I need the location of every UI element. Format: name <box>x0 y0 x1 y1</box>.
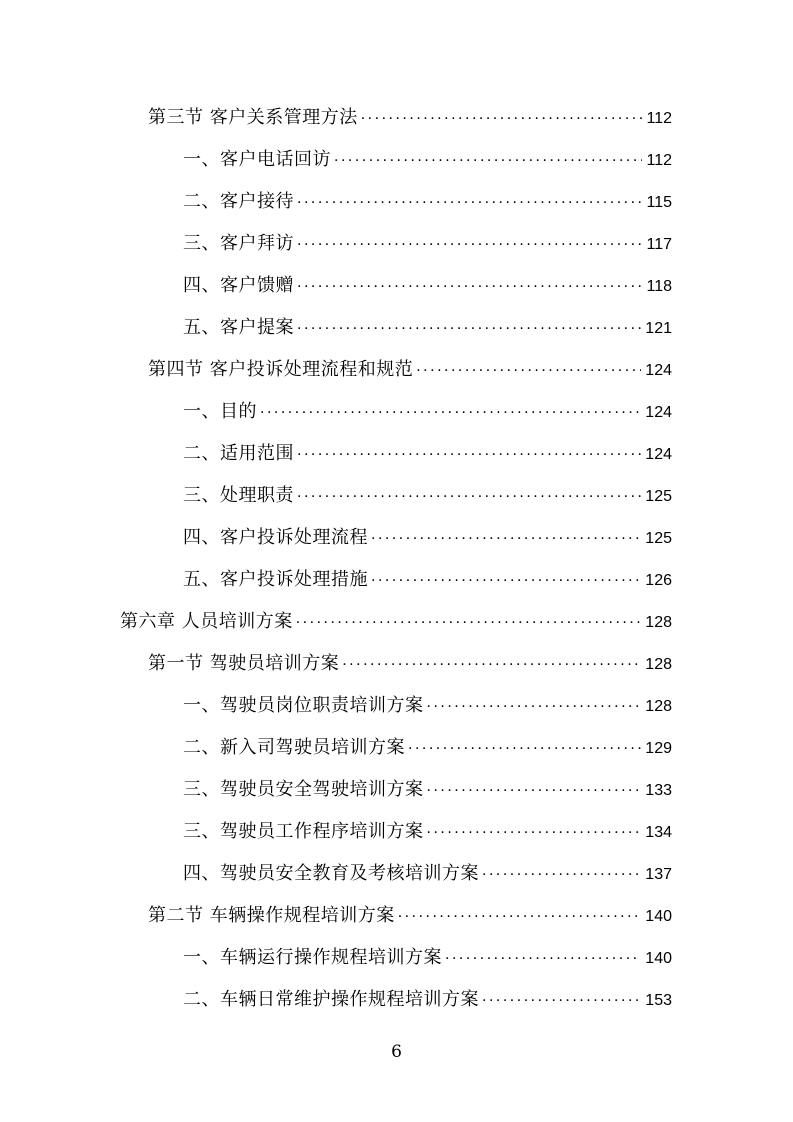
dot-leader <box>297 308 641 350</box>
toc-entry-page-number: 124 <box>645 446 672 463</box>
toc-entry[interactable] <box>148 349 672 391</box>
toc-entry-label: 二、车辆日常维护操作规程培训方案 <box>183 989 479 1010</box>
toc-entry-label: 第四节 客户投诉处理流程和规范 <box>148 359 414 380</box>
dot-leader <box>342 644 641 686</box>
dot-leader <box>297 434 641 476</box>
toc-entry[interactable] <box>183 517 672 559</box>
toc-entry-label: 五、客户提案 <box>183 317 294 338</box>
toc-entry[interactable] <box>183 937 672 979</box>
toc-list <box>120 97 672 1021</box>
toc-entry-page-number: 128 <box>645 614 672 631</box>
dot-leader <box>297 224 642 266</box>
dot-leader <box>297 182 642 224</box>
toc-entry-page-number: 134 <box>645 824 672 841</box>
toc-entry-label: 一、目的 <box>183 401 257 422</box>
dot-leader <box>445 938 641 980</box>
toc-entry-page-number: 117 <box>646 236 672 253</box>
footer-page-number: 6 <box>391 1042 402 1062</box>
toc-entry-page-number: 153 <box>645 992 672 1009</box>
toc-entry[interactable] <box>183 475 672 517</box>
toc-entry-page-number: 124 <box>645 404 672 421</box>
toc-entry-label: 一、车辆运行操作规程培训方案 <box>183 947 442 968</box>
toc-entry-page-number: 126 <box>645 572 672 589</box>
dot-leader <box>427 770 642 812</box>
toc-entry-page-number: 133 <box>645 782 672 799</box>
toc-entry[interactable] <box>183 559 672 601</box>
toc-entry-label: 二、客户接待 <box>183 191 294 212</box>
toc-entry[interactable] <box>148 97 672 139</box>
toc-entry[interactable] <box>183 265 672 307</box>
dot-leader <box>482 980 641 1022</box>
toc-entry-label: 三、客户拜访 <box>183 233 294 254</box>
toc-entry-label: 一、驾驶员岗位职责培训方案 <box>183 695 424 716</box>
toc-entry-page-number: 112 <box>646 152 672 169</box>
toc-entry-page-number: 125 <box>645 488 672 505</box>
toc-entry-label: 三、驾驶员工作程序培训方案 <box>183 821 424 842</box>
toc-entry[interactable] <box>183 769 672 811</box>
toc-entry-page-number: 118 <box>646 278 672 295</box>
toc-entry-label: 第一节 驾驶员培训方案 <box>148 653 340 674</box>
toc-entry[interactable] <box>183 811 672 853</box>
toc-entry-page-number: 121 <box>645 320 672 337</box>
toc-entry[interactable] <box>183 223 672 265</box>
toc-entry-page-number: 140 <box>645 908 672 925</box>
toc-entry-label: 第六章 人员培训方案 <box>120 611 293 632</box>
toc-entry[interactable] <box>120 601 672 643</box>
toc-entry-page-number: 115 <box>646 194 672 211</box>
toc-entry-label: 一、客户电话回访 <box>183 149 331 170</box>
dot-leader <box>361 98 643 140</box>
toc-entry[interactable] <box>148 643 672 685</box>
dot-leader <box>416 350 641 392</box>
dot-leader <box>398 896 642 938</box>
toc-entry-label: 第三节 客户关系管理方法 <box>148 107 358 128</box>
dot-leader <box>482 854 641 896</box>
toc-entry-label: 四、客户馈赠 <box>183 275 294 296</box>
toc-entry-page-number: 128 <box>645 698 672 715</box>
dot-leader <box>296 602 642 644</box>
dot-leader <box>371 518 641 560</box>
toc-entry[interactable] <box>148 895 672 937</box>
toc-entry-label: 三、驾驶员安全驾驶培训方案 <box>183 779 424 800</box>
toc-entry[interactable] <box>183 433 672 475</box>
toc-entry-label: 三、处理职责 <box>183 485 294 506</box>
toc-entry-label: 第二节 车辆操作规程培训方案 <box>148 905 395 926</box>
toc-entry-page-number: 112 <box>646 110 672 127</box>
toc-entry-page-number: 129 <box>645 740 672 757</box>
toc-entry[interactable] <box>183 181 672 223</box>
toc-entry-label: 四、客户投诉处理流程 <box>183 527 368 548</box>
toc-entry-label: 五、客户投诉处理措施 <box>183 569 368 590</box>
dot-leader <box>297 476 641 518</box>
dot-leader <box>427 686 642 728</box>
toc-entry[interactable] <box>183 853 672 895</box>
toc-entry[interactable] <box>183 307 672 349</box>
toc-entry-label: 二、新入司驾驶员培训方案 <box>183 737 405 758</box>
toc-entry-page-number: 124 <box>645 362 672 379</box>
toc-entry-page-number: 140 <box>645 950 672 967</box>
toc-entry[interactable] <box>183 979 672 1021</box>
toc-entry[interactable] <box>183 391 672 433</box>
toc-entry-label: 二、适用范围 <box>183 443 294 464</box>
toc-entry[interactable] <box>183 685 672 727</box>
toc-entry-page-number: 125 <box>645 530 672 547</box>
toc-entry-page-number: 137 <box>645 866 672 883</box>
dot-leader <box>427 812 642 854</box>
dot-leader <box>334 140 642 182</box>
page-footer <box>0 1042 793 1062</box>
toc-entry[interactable] <box>183 139 672 181</box>
dot-leader <box>260 392 641 434</box>
dot-leader <box>297 266 642 308</box>
toc-entry-label: 四、驾驶员安全教育及考核培训方案 <box>183 863 479 884</box>
dot-leader <box>371 560 641 602</box>
toc-entry[interactable] <box>183 727 672 769</box>
toc-entry-page-number: 128 <box>645 656 672 673</box>
dot-leader <box>408 728 641 770</box>
